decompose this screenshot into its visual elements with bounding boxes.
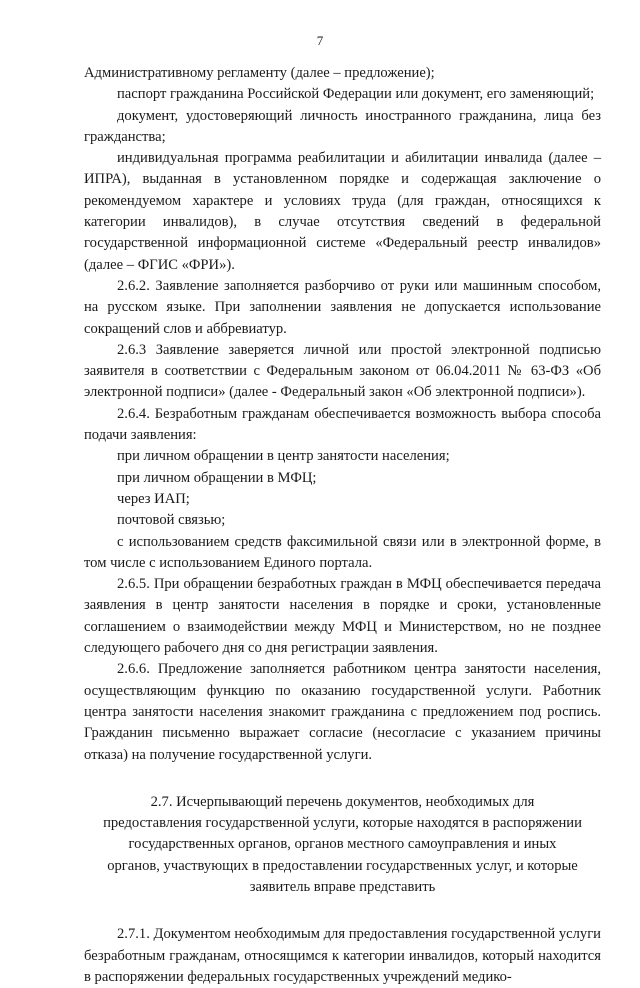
paragraph: 2.6.2. Заявление заполняется разборчиво от руки или машинным способом, на русском языке. При заполнении заявления не допускается использование сокращений слов и аббревиатур. (84, 277, 601, 337)
list-item: с использованием средств факсимильной связи или в электронной форме, в том числе с использованием Единого портала. (84, 533, 601, 571)
paragraph: 2.7.1. Документом необходимым для предоставления государственной услуги безработным гражданам, относящимся к категории инвалидов, который находится в распоряжении федеральных государственных учреждений медико- (84, 926, 601, 985)
list-item: при личном обращении в центр занятости населения; (117, 448, 450, 465)
list-item: при личном обращении в МФЦ; (117, 469, 317, 486)
paragraph: 2.6.4. Безработным гражданам обеспечивается возможность выбора способа подачи заявления: (84, 405, 601, 444)
list-item: почтовой связью; (117, 512, 226, 529)
paragraph: документ, удостоверяющий личность иностранного гражданина, лица без гражданства; (84, 107, 601, 145)
page-number: 7 (316, 33, 324, 48)
paragraph: паспорт гражданина Российской Федерации или документ, его заменяющий; (117, 86, 595, 103)
paragraph: 2.6.5. При обращении безработных граждан в МФЦ обеспечивается передача заявления в центр занятости населения в порядке и сроки, установленные соглашением о взаимодействии между МФЦ и Министерством, но не позднее следующего рабочего дня со дня регистрации заявления. (84, 576, 601, 657)
paragraph: 2.6.3 Заявление заверяется личной или простой электронной подписью заявителя в соответствии с Федеральным законом от 06.04.2011 № 63-ФЗ «Об электронной подписи» (далее - Федеральный закон «Об электронной подписи»). (84, 341, 601, 401)
paragraph: Административному регламенту (далее – предложение); (84, 65, 435, 81)
list-item: через ИАП; (117, 490, 190, 507)
paragraph: 2.6.6. Предложение заполняется работником центра занятости населения, осуществляющим функцию по оказанию государственной услуги. Работник центра занятости населения знакомит гражданина с предложением под роспись. Гражданин письменно выражает согласие (несогласие с указанием причины отказа) на получение государственной услуги. (84, 661, 601, 763)
section-heading: 2.7. Исчерпывающий перечень документов, необходимых для предоставления государственной услуги, которые находятся в распоряжении государственных органов, органов местного самоуправления и иных органов, участвующих в предоставлении государственных услуг, и которые заявитель вправе представить (103, 793, 582, 895)
document-body (84, 63, 601, 988)
paragraph: индивидуальная программа реабилитации и абилитации инвалида (далее – ИПРА), выданная в установленном порядке и содержащая заключение о рекомендуемом характере и условиях труда (для граждан, относящихся к категории инвалидов), в случае отсутствия сведений в федеральной государственной информационной системе «Федеральный реестр инвалидов» (далее – ФГИС «ФРИ»). (84, 150, 601, 273)
